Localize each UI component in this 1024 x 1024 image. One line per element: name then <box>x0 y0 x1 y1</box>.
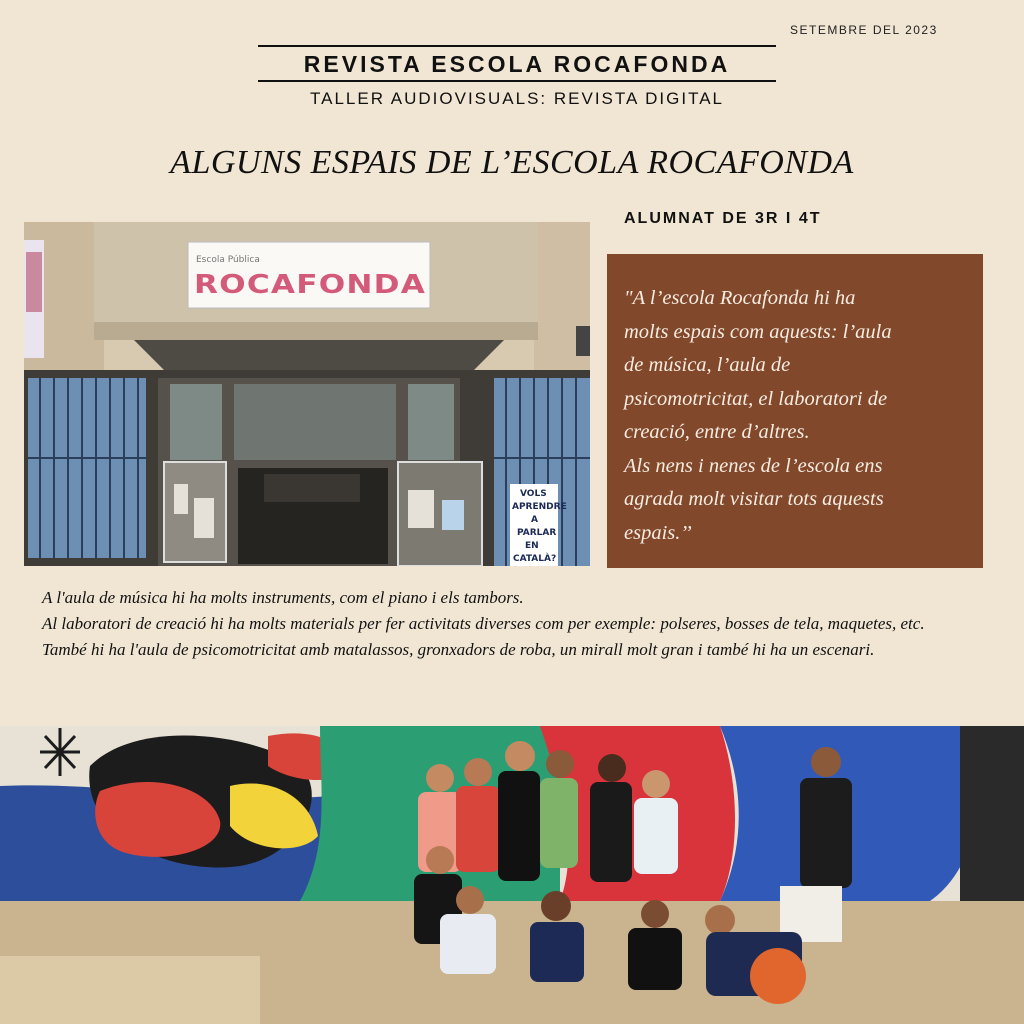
banner-school-name: ROCAFONDA <box>194 270 426 300</box>
quote-box <box>607 254 983 568</box>
poster-line: PARLAR <box>517 528 557 538</box>
magazine-title: REVISTA ESCOLA ROCAFONDA <box>303 51 731 77</box>
school-banner <box>188 242 430 308</box>
publication-date: SETEMBRE DEL 2023 <box>790 23 938 37</box>
banner-small-text: Escola Pública <box>196 255 260 265</box>
body-paragraph: Al laboratori de creació hi ha molts materials per fer activitats diverses com per exemple: polseres, bosses de tela, maquetes, etc. <box>42 613 925 633</box>
title-rule-bottom <box>258 80 776 82</box>
article-headline: ALGUNS ESPAIS DE L’ESCOLA ROCAFONDA <box>170 144 854 181</box>
group-photo <box>0 726 1024 1024</box>
body-paragraph: A l'aula de música hi ha molts instruments, com el piano i els tambors. <box>42 588 524 607</box>
body-paragraph: També hi ha l'aula de psicomotricitat amb matalassos, gronxadors de roba, un mirall molt gran i també hi ha un escenari. <box>42 639 875 659</box>
quote-text: "A l’escola Rocafonda hi ha molts espais com aquests: l’aula de música, l’aula de psicomotricitat, el laboratori de creació, entre d’altres. Als nens i nenes de l’escola ens agrada molt visitar tots aquests espais.’’ <box>624 287 892 544</box>
poster-line: APRENDRE <box>512 502 567 512</box>
byline: ALUMNAT DE 3R I 4T <box>624 210 822 227</box>
poster-line: EN <box>525 541 539 551</box>
magazine-subtitle: TALLER AUDIOVISUALS: REVISTA DIGITAL <box>310 89 724 108</box>
poster-line: CATALÀ? <box>513 554 557 564</box>
title-rule-top <box>258 45 776 47</box>
poster-line: A <box>531 515 538 525</box>
article-body <box>42 585 1002 662</box>
poster-line: VOLS <box>520 489 547 499</box>
school-entrance-photo <box>24 222 590 566</box>
